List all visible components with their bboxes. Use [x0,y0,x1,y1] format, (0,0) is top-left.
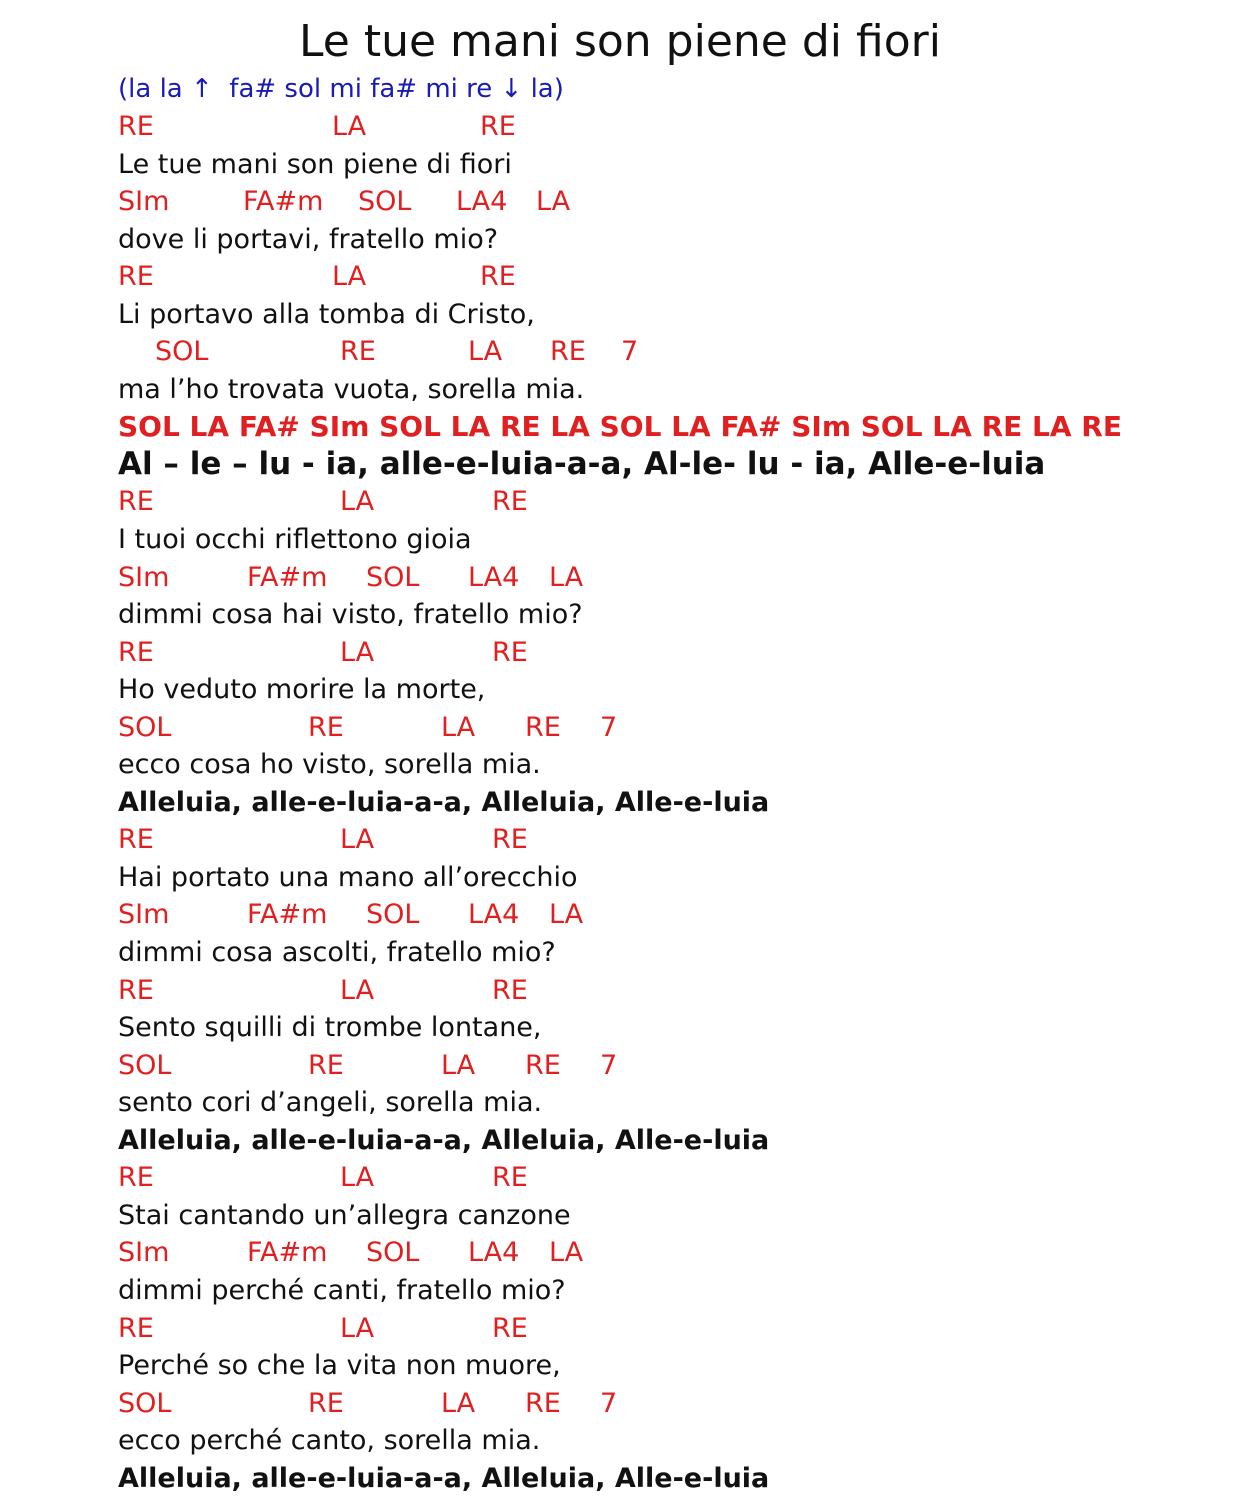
refrain-line: Al – le – lu - ia, alle-e-luia-a-a, Al-le- lu - ia, Alle-e-luia [118,445,1046,482]
chord: RE [308,1387,344,1419]
chord: RE [525,1049,561,1081]
chord-line [118,709,1218,747]
chord: LA4 [468,899,520,931]
lyric-line: dimmi cosa hai visto, fratello mio? [118,599,583,631]
chord: RE [118,111,154,142]
chord: SIm [118,561,170,593]
chord-line [118,896,1218,934]
chord-line [118,634,1218,672]
chord-line [118,1385,1218,1423]
chord: SOL [118,711,172,743]
chord: SOL [118,1049,172,1081]
chord-line [118,258,1218,296]
chord: FA#m [243,186,324,218]
chord: LA [340,974,375,1006]
lyric-line: ecco perché canto, sorella mia. [118,1425,541,1457]
chord: RE [118,1162,154,1194]
refrain-line: Alleluia, alle-e-luia-a-a, Alleluia, Alle-e-luia [118,786,770,818]
chord: RE [118,974,154,1006]
lyric-line: ma l’ho trovata vuota, sorella mia. [118,373,585,405]
chord-line [118,483,1218,521]
lyric-line: ecco cosa ho visto, sorella mia. [118,749,541,781]
chord: RE [492,1312,528,1344]
chord: SIm [118,1237,170,1269]
lyric-line: dimmi perché canti, fratello mio? [118,1274,566,1306]
chord-line [118,559,1218,597]
chord: RE [480,261,516,293]
lyric-line: I tuoi occhi riflettono gioia [118,524,472,556]
chord: LA [549,561,584,593]
chord: LA [340,1162,375,1194]
chord: FA#m [247,561,328,593]
chord: LA [549,1237,584,1269]
chord: SOL [366,561,420,593]
chord: LA [441,1387,476,1419]
chord: RE [308,711,344,743]
intro-melody-note: (la la ↑ fa# sol mi fa# mi re ↓ la) [118,74,564,104]
lyric-line: dove li portavi, fratello mio? [118,223,499,255]
chord-line [118,1047,1218,1085]
lyric-line: sento cori d’angeli, sorella mia. [118,1087,543,1119]
chord-line [118,821,1218,859]
chord: RE [340,336,376,368]
chord: RE [492,1162,528,1194]
chord: RE [550,336,586,368]
refrain-line: Alleluia, alle-e-luia-a-a, Alleluia, Alle-e-luia [118,1124,770,1156]
chord: RE [118,824,154,856]
chord: RE [308,1049,344,1081]
chord-line [118,1310,1218,1348]
chord: RE [525,1387,561,1419]
chord: RE [492,974,528,1006]
chord-line [118,183,1218,221]
chord: SOL [358,186,412,218]
chord: RE [525,711,561,743]
chord: LA [340,636,375,668]
chord-line [118,1159,1218,1197]
lyric-line: Stai cantando un’allegra canzone [118,1199,571,1231]
chord: RE [492,824,528,856]
lyric-line: Hai portato una mano all’orecchio [118,861,578,893]
chord: FA#m [247,899,328,931]
chord: LA [536,186,571,218]
chord-line [118,1234,1218,1272]
lyric-line: Le tue mani son piene di fiori [118,148,512,180]
chord: SOL [366,899,420,931]
chord: LA [549,899,584,931]
chord: SIm [118,186,170,218]
chord: LA4 [456,186,508,218]
chord: LA [340,824,375,856]
refrain-line: Alleluia, alle-e-luia-a-a, Alleluia, Alle-e-luia [118,1462,770,1494]
lyric-line: Perché so che la vita non muore, [118,1350,561,1382]
lyric-line: Sento squilli di trombe lontane, [118,1012,542,1044]
chord: RE [118,636,154,668]
chord: LA [340,486,375,518]
chord: LA [441,1049,476,1081]
chord: RE [492,486,528,518]
lyric-line: Li portavo alla tomba di Cristo, [118,298,535,330]
chord-line [118,108,1218,146]
chord: 7 [600,1387,618,1419]
chord: 7 [621,336,639,368]
chord: SOL [155,336,209,368]
chord: LA [332,261,367,293]
chord: LA [332,111,367,142]
chord: LA4 [468,561,520,593]
chord: LA [441,711,476,743]
chord: LA [468,336,503,368]
lyric-line: dimmi cosa ascolti, fratello mio? [118,937,556,969]
chord: RE [492,636,528,668]
chord: LA4 [468,1237,520,1269]
chord: 7 [600,1049,618,1081]
chord: RE [118,486,154,518]
chord: 7 [600,711,618,743]
chord: SOL [118,1387,172,1419]
chord: SOL [366,1237,420,1269]
chord: RE [118,261,154,293]
chord-line [118,333,1218,371]
song-body [118,108,1218,1497]
lyric-line: Ho veduto morire la morte, [118,674,486,706]
chord: RE [118,1312,154,1344]
chord: RE [480,111,516,142]
chord: FA#m [247,1237,328,1269]
chord: SIm [118,899,170,931]
chord: LA [340,1312,375,1344]
page-title: Le tue mani son piene di fiori [299,16,941,67]
chord-line [118,972,1218,1010]
refrain-chord-line: SOL LA FA# SIm SOL LA RE LA SOL LA FA# SIm SOL LA RE LA RE [118,410,1122,444]
